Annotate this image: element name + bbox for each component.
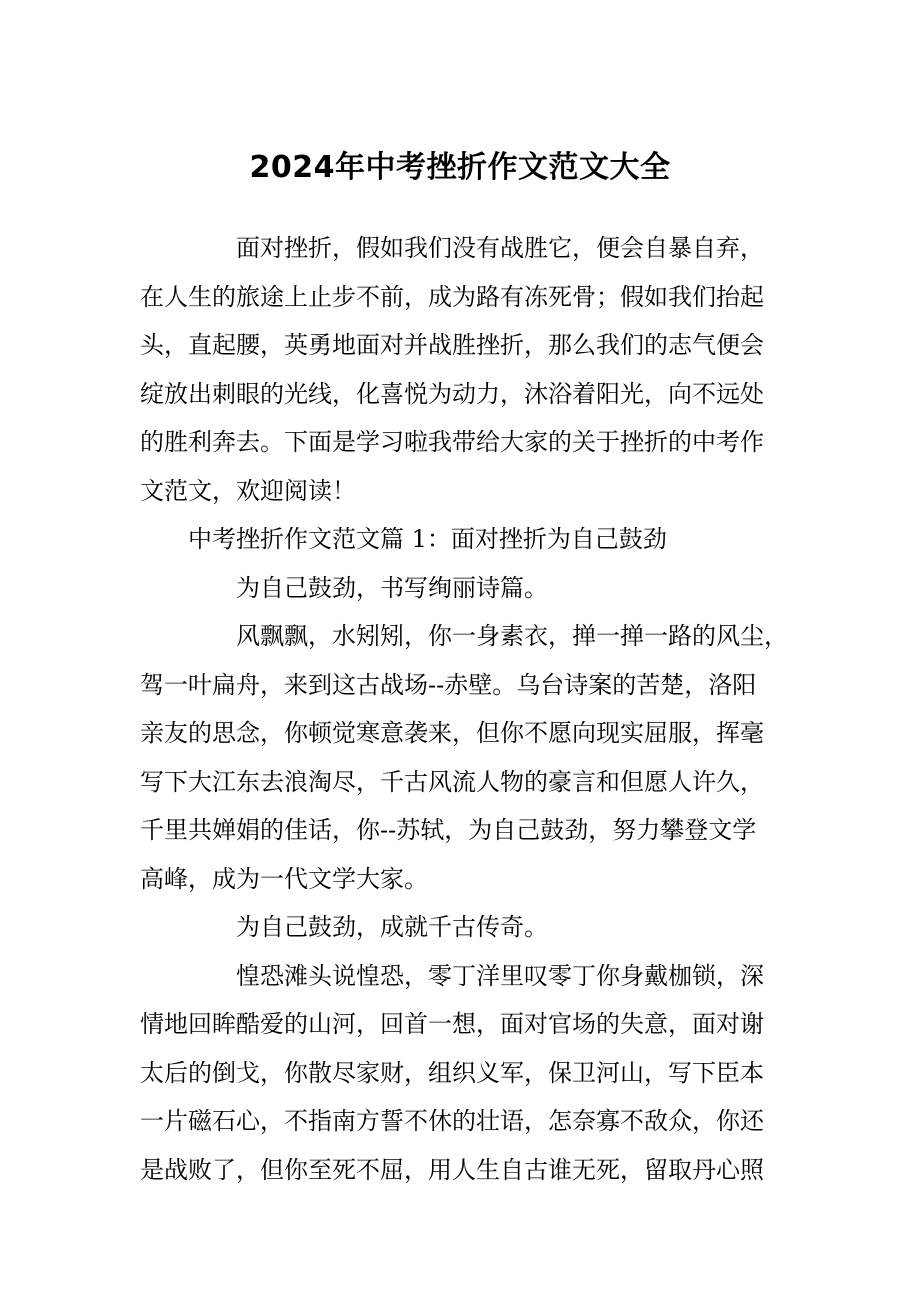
text-line: 头，直起腰，英勇地面对并战胜挫折，那么我们的志气便会 (140, 331, 764, 359)
text-line: 驾一叶扁舟，来到这古战场--赤壁。乌台诗案的苦楚，洛阳 (140, 670, 757, 699)
text-line: 高峰，成为一代文学大家。 (140, 864, 428, 893)
text-line: 惶恐滩头说惶恐，零丁洋里叹零丁你身戴枷锁，深 (236, 961, 764, 990)
document-body (140, 224, 790, 1194)
text-line: 风飘飘，水矧矧，你一身素衣，掸一掸一路的风尘， (236, 622, 788, 650)
document-title: 2024年中考挫折作文范文大全 (249, 150, 671, 185)
text-line: 为自己鼓劲，成就千古传奇。 (236, 913, 548, 941)
text-line: 千里共婵娟的佳话，你--苏轼，为自己鼓劲，努力攀登文学 (140, 816, 757, 844)
text-line: 情地回眸酷爱的山河，回首一想，面对官场的失意，面对谢 (140, 1010, 764, 1038)
text-line: 太后的倒戈，你散尽家财，组织义军，保卫河山，写下臣本 (140, 1058, 764, 1087)
text-line: 文范文，欢迎阅读！ (140, 476, 356, 505)
text-line: 的胜利奔去。下面是学习啦我带给大家的关于挫折的中考作 (140, 428, 764, 456)
text-line: 面对挫折，假如我们没有战胜它，便会自暴自弃， (236, 234, 764, 262)
text-line: 中考挫折作文范文篇 1：面对挫折为自己鼓劲 (188, 525, 667, 553)
text-line: 在人生的旅途上止步不前，成为路有冻死骨；假如我们抬起 (140, 282, 764, 311)
text-line: 写下大江东去浪淘尽，千古风流人物的豪言和但愿人许久， (140, 767, 764, 796)
text-line: 亲友的思念，你顿觉寒意袭来，但你不愿向现实屈服，挥毫 (140, 719, 764, 747)
text-line: 是战败了，但你至死不屈，用人生自古谁无死，留取丹心照 (140, 1155, 764, 1184)
text-line: 绽放出刺眼的光线，化喜悦为动力，沐浴着阳光，向不远处 (140, 379, 764, 408)
text-line: 一片磁石心，不指南方誓不休的壮语，怎奈寡不敌众，你还 (140, 1107, 764, 1135)
text-line: 为自己鼓劲，书写绚丽诗篇。 (236, 573, 548, 602)
